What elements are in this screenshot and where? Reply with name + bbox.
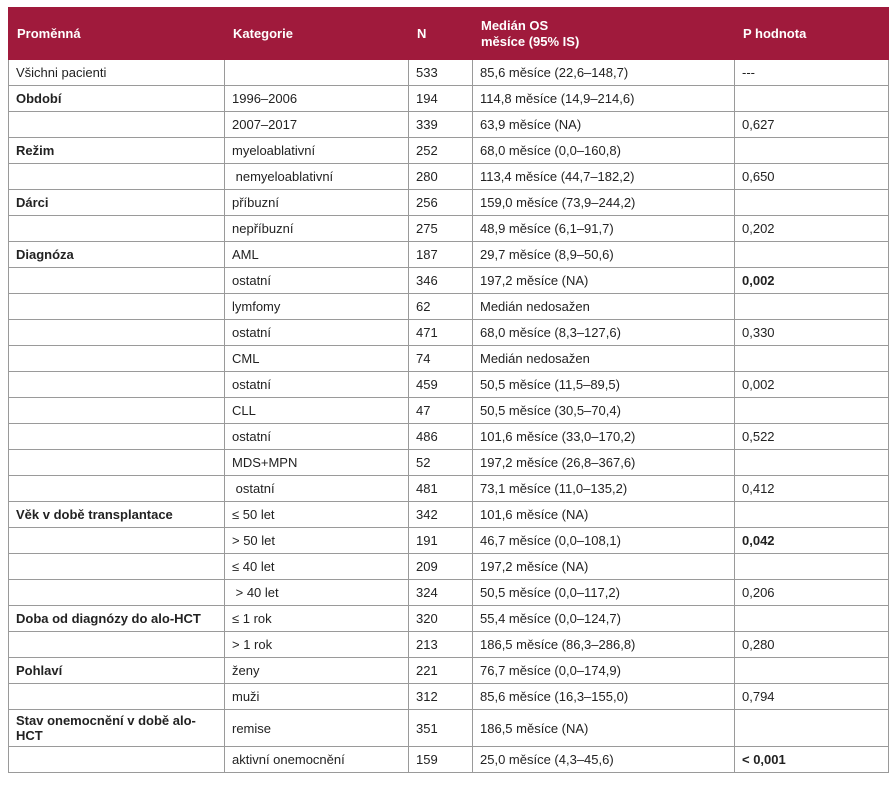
survival-table-container [8,7,888,773]
cell-n: 280 [409,164,473,190]
cell-p-value [735,242,889,268]
cell-p-value: 0,522 [735,424,889,450]
cell-category: > 1 rok [225,632,409,658]
cell-category: > 40 let [225,580,409,606]
cell-category: ≤ 1 rok [225,606,409,632]
cell-median-os: 76,7 měsíce (0,0–174,9) [473,658,735,684]
cell-variable [9,320,225,346]
cell-p-value: 0,794 [735,684,889,710]
cell-category [225,60,409,86]
header-category: Kategorie [225,8,409,60]
cell-variable: Věk v době transplantace [9,502,225,528]
cell-n: 275 [409,216,473,242]
cell-variable [9,346,225,372]
cell-n: 320 [409,606,473,632]
cell-p-value [735,138,889,164]
table-header-row [9,8,889,60]
table-row [9,346,889,372]
cell-category: ostatní [225,424,409,450]
table-row [9,112,889,138]
header-median-line2: měsíce (95% IS) [481,33,580,49]
table-row [9,372,889,398]
cell-variable [9,164,225,190]
cell-median-os: 85,6 měsíce (16,3–155,0) [473,684,735,710]
cell-p-value: < 0,001 [735,747,889,773]
cell-variable [9,450,225,476]
cell-n: 312 [409,684,473,710]
header-median-line1: Medián OS [481,17,549,33]
cell-p-value: 0,412 [735,476,889,502]
cell-p-value [735,190,889,216]
cell-median-os: 46,7 měsíce (0,0–108,1) [473,528,735,554]
cell-median-os: 55,4 měsíce (0,0–124,7) [473,606,735,632]
cell-variable [9,580,225,606]
cell-variable [9,632,225,658]
table-row [9,450,889,476]
table-row [9,528,889,554]
cell-variable [9,424,225,450]
cell-category: ostatní [225,268,409,294]
cell-variable: Diagnóza [9,242,225,268]
cell-variable: Režim [9,138,225,164]
cell-category: > 50 let [225,528,409,554]
cell-p-value: 0,650 [735,164,889,190]
cell-p-value: 0,330 [735,320,889,346]
cell-n: 346 [409,268,473,294]
cell-p-value: 0,002 [735,372,889,398]
cell-variable [9,684,225,710]
cell-category: 2007–2017 [225,112,409,138]
table-row [9,424,889,450]
cell-n: 47 [409,398,473,424]
cell-p-value [735,346,889,372]
table-row [9,747,889,773]
cell-n: 191 [409,528,473,554]
cell-variable: Všichni pacienti [9,60,225,86]
cell-category: ≤ 50 let [225,502,409,528]
cell-p-value: 0,202 [735,216,889,242]
table-row [9,60,889,86]
cell-p-value: 0,002 [735,268,889,294]
header-median-os [473,8,735,60]
cell-category: CML [225,346,409,372]
cell-median-os: 48,9 měsíce (6,1–91,7) [473,216,735,242]
cell-p-value [735,710,889,747]
table-row [9,684,889,710]
table-row [9,164,889,190]
cell-category: nepříbuzní [225,216,409,242]
cell-variable [9,528,225,554]
cell-p-value: 0,627 [735,112,889,138]
cell-median-os: 68,0 měsíce (8,3–127,6) [473,320,735,346]
table-row [9,294,889,320]
cell-category: AML [225,242,409,268]
cell-variable: Stav onemocnění v době alo-HCT [9,710,225,747]
cell-p-value [735,398,889,424]
cell-p-value [735,86,889,112]
cell-category: myeloablativní [225,138,409,164]
cell-median-os: 197,2 měsíce (26,8–367,6) [473,450,735,476]
cell-median-os: 50,5 měsíce (30,5–70,4) [473,398,735,424]
cell-category: nemyeloablativní [225,164,409,190]
cell-n: 481 [409,476,473,502]
cell-median-os: 85,6 měsíce (22,6–148,7) [473,60,735,86]
cell-n: 159 [409,747,473,773]
cell-n: 324 [409,580,473,606]
cell-variable: Doba od diagnózy do alo-HCT [9,606,225,632]
table-row [9,320,889,346]
cell-variable [9,372,225,398]
cell-category: ostatní [225,320,409,346]
cell-category: lymfomy [225,294,409,320]
cell-n: 74 [409,346,473,372]
cell-median-os: 159,0 měsíce (73,9–244,2) [473,190,735,216]
table-row [9,632,889,658]
cell-n: 221 [409,658,473,684]
cell-p-value: 0,042 [735,528,889,554]
cell-p-value: 0,280 [735,632,889,658]
cell-median-os: 50,5 měsíce (0,0–117,2) [473,580,735,606]
table-row [9,190,889,216]
header-p-value: P hodnota [735,8,889,60]
cell-p-value [735,450,889,476]
cell-variable [9,268,225,294]
cell-category: ženy [225,658,409,684]
cell-median-os: 186,5 měsíce (NA) [473,710,735,747]
table-body [9,60,889,773]
cell-category: remise [225,710,409,747]
cell-p-value [735,554,889,580]
table-row [9,710,889,747]
cell-median-os: 29,7 měsíce (8,9–50,6) [473,242,735,268]
cell-category: ostatní [225,372,409,398]
cell-n: 471 [409,320,473,346]
cell-p-value [735,606,889,632]
cell-median-os: 63,9 měsíce (NA) [473,112,735,138]
table-row [9,606,889,632]
cell-median-os: 25,0 měsíce (4,3–45,6) [473,747,735,773]
cell-n: 62 [409,294,473,320]
header-n: N [409,8,473,60]
cell-median-os: 197,2 měsíce (NA) [473,268,735,294]
table-row [9,580,889,606]
cell-variable: Dárci [9,190,225,216]
cell-p-value: --- [735,60,889,86]
cell-median-os: 186,5 měsíce (86,3–286,8) [473,632,735,658]
cell-category: MDS+MPN [225,450,409,476]
cell-median-os: Medián nedosažen [473,346,735,372]
cell-n: 342 [409,502,473,528]
cell-median-os: 50,5 měsíce (11,5–89,5) [473,372,735,398]
table-row [9,216,889,242]
cell-variable [9,398,225,424]
cell-median-os: 197,2 měsíce (NA) [473,554,735,580]
cell-category: příbuzní [225,190,409,216]
cell-variable [9,554,225,580]
cell-n: 339 [409,112,473,138]
cell-category: muži [225,684,409,710]
cell-p-value: 0,206 [735,580,889,606]
cell-variable [9,294,225,320]
cell-n: 486 [409,424,473,450]
table-row [9,138,889,164]
cell-median-os: 68,0 měsíce (0,0–160,8) [473,138,735,164]
table-row [9,242,889,268]
cell-variable: Období [9,86,225,112]
cell-p-value [735,658,889,684]
table-row [9,398,889,424]
cell-variable [9,476,225,502]
table-row [9,476,889,502]
cell-median-os: 73,1 měsíce (11,0–135,2) [473,476,735,502]
cell-category: ≤ 40 let [225,554,409,580]
cell-n: 187 [409,242,473,268]
cell-p-value [735,502,889,528]
cell-n: 252 [409,138,473,164]
cell-category: ostatní [225,476,409,502]
cell-category: aktivní onemocnění [225,747,409,773]
cell-n: 351 [409,710,473,747]
header-variable: Proměnná [9,8,225,60]
cell-category: CLL [225,398,409,424]
survival-table [8,7,889,773]
table-row [9,658,889,684]
cell-n: 52 [409,450,473,476]
cell-variable: Pohlaví [9,658,225,684]
cell-variable [9,112,225,138]
cell-n: 209 [409,554,473,580]
cell-median-os: 101,6 měsíce (NA) [473,502,735,528]
table-row [9,554,889,580]
cell-median-os: Medián nedosažen [473,294,735,320]
cell-variable [9,216,225,242]
table-row [9,268,889,294]
cell-median-os: 114,8 měsíce (14,9–214,6) [473,86,735,112]
cell-n: 194 [409,86,473,112]
cell-n: 459 [409,372,473,398]
cell-n: 256 [409,190,473,216]
cell-median-os: 113,4 měsíce (44,7–182,2) [473,164,735,190]
cell-n: 533 [409,60,473,86]
table-row [9,86,889,112]
cell-n: 213 [409,632,473,658]
cell-category: 1996–2006 [225,86,409,112]
cell-median-os: 101,6 měsíce (33,0–170,2) [473,424,735,450]
cell-p-value [735,294,889,320]
cell-variable [9,747,225,773]
table-row [9,502,889,528]
